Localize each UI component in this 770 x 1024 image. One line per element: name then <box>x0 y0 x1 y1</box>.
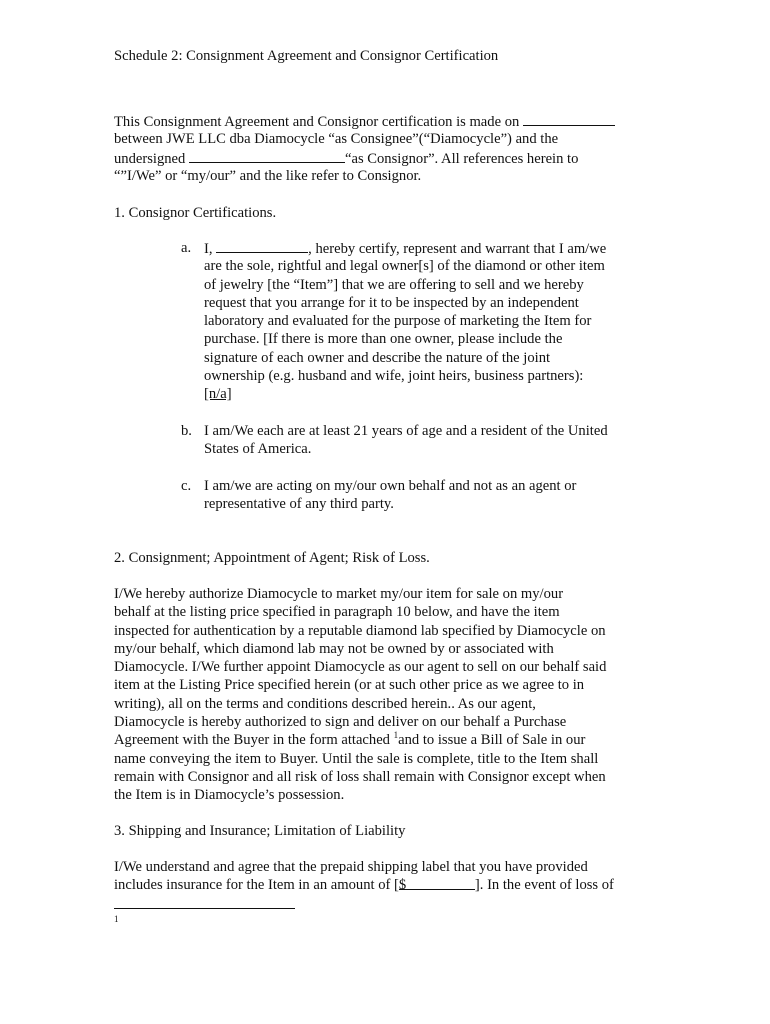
list-marker: c. <box>181 478 192 494</box>
list-item-text: I, , hereby certify, represent and warrant that I am/we are the sole, rightful and legal owner[s] of the diamond or other item of jewelry [the “Item”] that we are offering to sell and we hereby request that you arrange for it to be inspected by an independent laboratory and evaluated for the purpose of marketing the Item for purchase. [If there is more than one owner, please include the signature of each owner and describe the nature of the joint ownership (e.g. husband and wife, joint heirs, business partners): [n/a] <box>204 241 607 403</box>
insurance-amount-blank: $ <box>399 876 475 890</box>
footnote-mark: 1 <box>114 914 119 924</box>
section-2-paragraph: I/We hereby authorize Diamocycle to market my/our item for sale on my/our behalf at the listing price specified in paragraph 10 below, and have the item inspected for authentication by a reputable diamond lab specified by Diamocycle on my/our behalf, which diamond lab may not be owned by or associated with Diamocycle. I/We further appoint Diamocycle as our agent to sell on our behalf said item at the Listing Price specified herein (or at such other price as we agree to in writing), all on the terms and conditions described herein.. As our agent, Diamocycle is hereby authorized to sign and deliver on our behalf a Purchase Agreement with the Buyer in the form attached $^1$and to issue a Bill of Sale in our name conveying the item to Buyer. Until the sale is complete, title to the Item shall remain with Consignor and all risk of loss shall remain with Consignor except when the Item is in Diamocycle’s possession. <box>114 586 607 804</box>
schedule-heading: Schedule 2: Consignment Agreement and Consignor Certification <box>114 48 499 64</box>
date-blank <box>523 112 615 126</box>
consignor-name-blank <box>189 149 345 163</box>
list-marker: b. <box>181 423 192 439</box>
footnote-reference: 1 <box>393 730 399 741</box>
section-3-paragraph: I/We understand and agree that the prepaid shipping label that you have provided includes insurance for the Item in an amount of [$ ]. In the event of loss of <box>114 859 614 894</box>
intro-line-2: between JWE LLC dba Diamocycle “as Consignee”(“Diamocycle”) and the <box>114 131 559 148</box>
footnote-divider <box>114 908 295 909</box>
intro-line-1: This Consignment Agreement and Consignor certification is made on <box>114 112 659 130</box>
owner-name-blank <box>216 239 308 253</box>
section-3-title: 3. Shipping and Insurance; Limitation of Liability <box>114 823 406 839</box>
list-item-text: I am/We each are at least 21 years of age and a resident of the United States of America. <box>204 423 608 458</box>
intro-line-4: “”I/We” or “my/our” and the like refer to Consignor. <box>114 167 422 184</box>
joint-ownership-value: [n/a] <box>204 386 232 403</box>
section-2-title: 2. Consignment; Appointment of Agent; Risk of Loss. <box>114 550 430 566</box>
intro-line-3: undersigned “as Consignor”. All references herein to <box>114 150 579 167</box>
intro-paragraph <box>114 112 659 185</box>
section-1-title: 1. Consignor Certifications. <box>114 205 277 221</box>
list-item-text: I am/we are acting on my/our own behalf and not as an agent or representative of any third party. <box>204 478 577 513</box>
list-marker: a. <box>181 240 192 256</box>
item-a-line-1: I, , hereby certify, represent and warrant that I am/we <box>204 241 607 257</box>
